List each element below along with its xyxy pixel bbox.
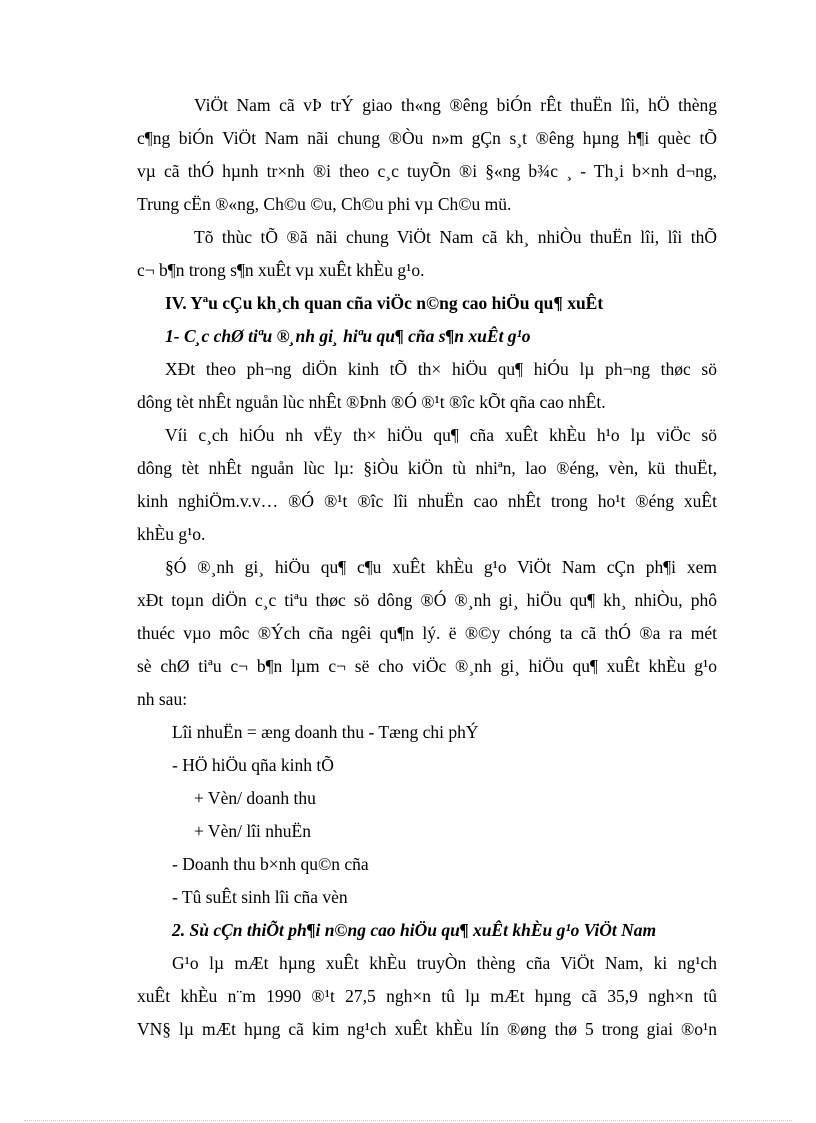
text-line: dông tèt nhÊt nguån lùc lµ: §iÒu kiÖn tù nhiªn, lao ®éng, vèn, kü thuËt, xyxy=(137,458,717,478)
text-line: VN§ lµ mÆt hµng cã kim ng¹ch xuÊt khÈu lín ®øng thø 5 trong giai ®o¹n xyxy=(137,1019,717,1039)
text-line: Trung cËn ®«ng, Ch©u ©u, Ch©u phi vµ Ch©u mü. xyxy=(137,194,512,214)
text-line: c¶ng biÓn ViÖt Nam nãi chung ®Òu n»m gÇn s¸t ®êng hµng h¶i quèc tÕ xyxy=(137,128,717,148)
text-line: dông tèt nhÊt nguån lùc nhÊt ®Þnh ®Ó ®¹t ®îc kÕt qña cao nhÊt. xyxy=(137,392,606,412)
text-line: XÐt theo ph¬ng diÖn kinh tÕ th× hiÖu qu¶ hiÓu lµ ph¬ng thøc sö xyxy=(165,359,717,379)
text-line: xuÊt khÈu n¨m 1990 ®¹t 27,5 ngh×n tû lµ mÆt hµng cã 35,9 ngh×n tû xyxy=(137,986,717,1006)
subsection-heading: 2. Sù cÇn thiÕt ph¶i n©ng cao hiÖu qu¶ xuÊt khÈu g¹o ViÖt Nam xyxy=(172,920,657,940)
list-item: - Doanh thu b×nh qu©n cña xyxy=(172,854,369,874)
subsection-heading: 1- C¸c chØ tiªu ®¸nh gi¸ hiªu qu¶ cña s¶n xuÊt g¹o xyxy=(165,326,531,346)
section-heading: IV. Yªu cÇu kh¸ch quan cña viÖc n©ng cao hiÖu qu¶ xuÊt xyxy=(165,293,604,313)
text-line: Tõ thùc tÕ ®ã nãi chung ViÖt Nam cã kh¸ nhiÒu thuËn lîi, lîi thÕ xyxy=(194,227,717,247)
text-line: vµ cã thÓ hµnh tr×nh ®i theo c¸c tuyÕn ®i §«ng b¾c ¸ - Th¸i b×nh d¬ng, xyxy=(137,161,717,181)
page-bottom-rule xyxy=(24,1120,792,1121)
text-line: ViÖt Nam cã vÞ trÝ giao th«ng ®êng biÓn rÊt thuËn lîi, hÖ thèng xyxy=(194,95,717,115)
text-line: G¹o lµ mÆt hµng xuÊt khÈu truyÒn thèng cña ViÖt Nam, ki ng¹ch xyxy=(172,953,717,973)
text-line: §Ó ®¸nh gi¸ hiÖu qu¶ c¶u xuÊt khÈu g¹o ViÖt Nam cÇn ph¶i xem xyxy=(165,557,717,577)
text-line: sè chØ tiªu c¬ b¶n lµm c¬ së cho viÖc ®¸nh gi¸ hiÖu qu¶ xuÊt khÈu g¹o xyxy=(137,656,717,676)
text-line: nh sau: xyxy=(137,689,188,709)
list-item: - Tû suÊt sinh lîi cña vèn xyxy=(172,887,348,907)
text-line: khÈu g¹o. xyxy=(137,524,206,544)
formula-line: Lîi nhuËn = æng doanh thu - Tæng chi phÝ xyxy=(172,722,479,742)
list-subitem: + Vèn/ lîi nhuËn xyxy=(194,821,311,841)
text-line: Víi c¸ch hiÓu nh vËy th× hiÖu qu¶ cña xuÊt khÈu h¹o lµ viÖc sö xyxy=(165,425,717,445)
text-line: xÐt toµn diÖn c¸c tiªu thøc sö dông ®Ó ®¸nh gi¸ hiÖu qu¶ kh¸ nhiÒu, phô xyxy=(137,590,717,610)
list-subitem: + Vèn/ doanh thu xyxy=(194,788,316,808)
list-item: - HÖ hiÖu qña kinh tÕ xyxy=(172,755,334,775)
text-line: kinh nghiÖm.v.v… ®Ó ®¹t ®îc lîi nhuËn cao nhÊt trong ho¹t ®éng xuÊt xyxy=(137,491,717,511)
text-line: c¬ b¶n trong s¶n xuÊt vµ xuÊt khÈu g¹o. xyxy=(137,260,425,280)
text-line: thuéc vµo môc ®Ých cña ngêi qu¶n lý. ë ®©y chóng ta cã thÓ ®a ra mét xyxy=(137,623,717,643)
